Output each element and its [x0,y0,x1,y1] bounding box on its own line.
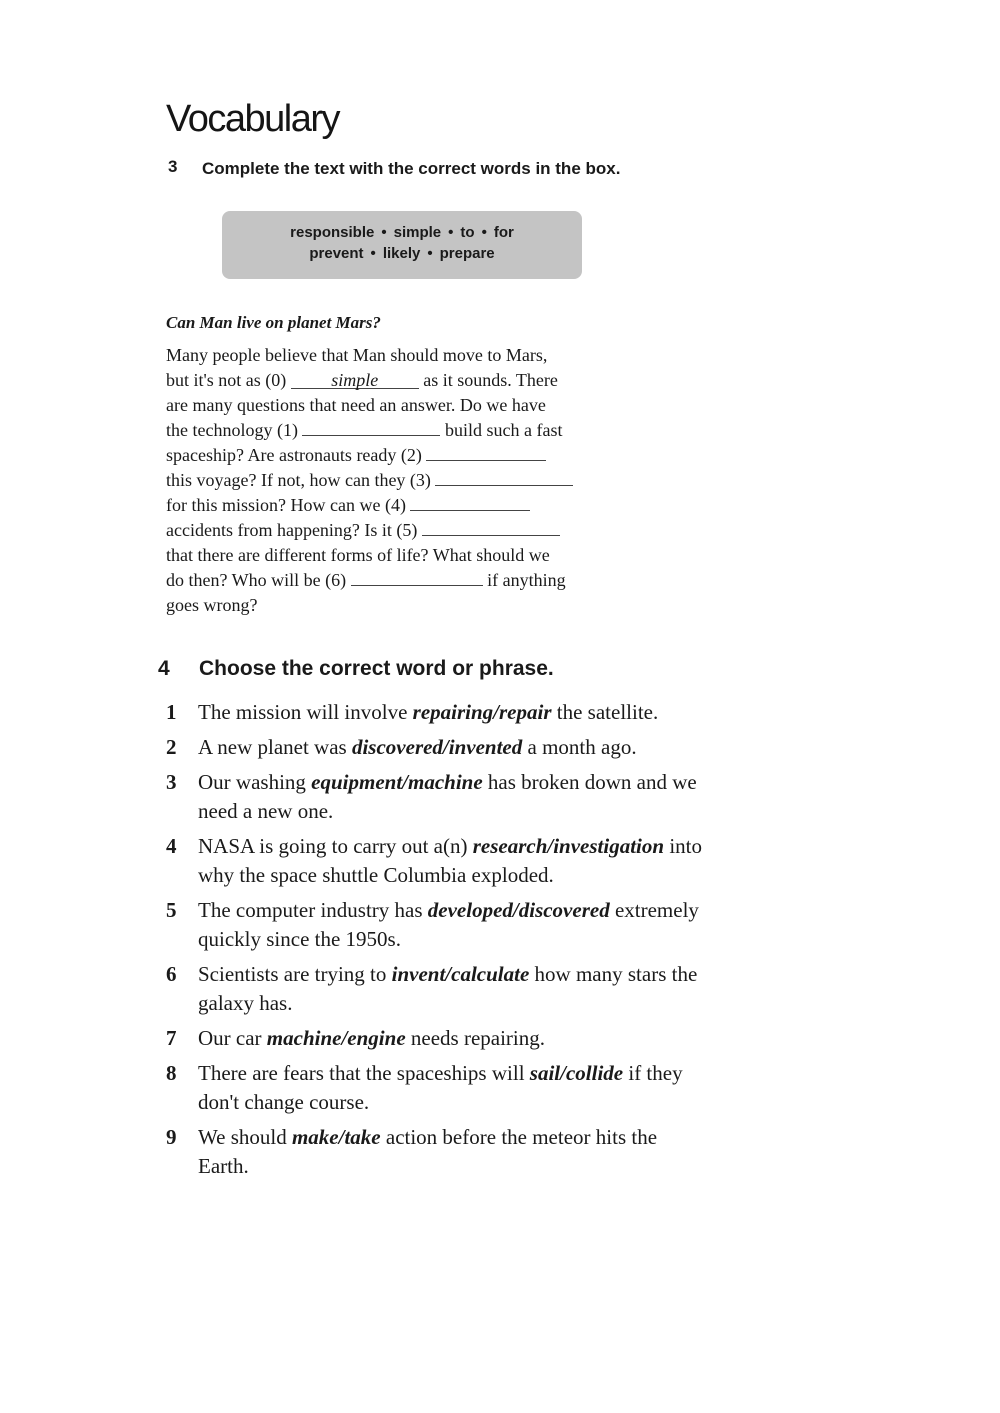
question-list [166,698,706,1187]
word-box-line-2 [222,243,582,264]
answer-options[interactable]: machine/engine [266,1026,406,1050]
word-prevent: prevent [309,245,364,262]
question-text-after: into why the space shuttle Columbia exploded. [198,834,702,887]
question-text-after: extremely quickly since the 1950s. [198,898,699,951]
question-item [166,768,706,826]
blank-3[interactable] [435,469,573,486]
question-number: 6 [166,962,177,986]
question-item [166,698,706,727]
blank-6[interactable] [351,569,483,586]
blank-2[interactable] [426,444,546,461]
question-number: 1 [166,700,177,724]
passage-line [166,443,573,468]
question-item [166,733,706,762]
answer-options[interactable]: invent/calculate [391,962,530,986]
question-text-after: needs repairing. [405,1026,546,1050]
exercise-4-number: 4 [158,657,170,680]
question-text-before: Our washing [198,770,312,794]
question-item [166,1024,706,1053]
question-number: 4 [166,834,177,858]
question-number: 5 [166,898,177,922]
passage-line [166,593,573,618]
answer-options[interactable]: research/investigation [472,834,665,858]
bullet-icon: • [370,245,376,262]
passage-line [166,418,573,443]
passage-line [166,393,573,418]
question-item [166,960,706,1018]
question-number: 8 [166,1061,177,1085]
question-item [166,896,706,954]
bullet-icon: • [427,245,433,262]
passage-text: for this mission? How can we (4) [166,495,411,515]
answer-options[interactable]: sail/collide [529,1061,624,1085]
question-number: 3 [166,770,177,794]
passage-text: build such a fast [440,420,563,440]
bullet-icon: • [448,224,454,241]
passage-line [166,343,573,368]
question-text-after: a month ago. [522,735,637,759]
answer-options[interactable]: developed/discovered [427,898,610,922]
question-text-before: Our car [198,1026,267,1050]
question-item [166,1059,706,1117]
word-box-line-1 [222,222,582,243]
passage-text: spaceship? Are astronauts ready (2) [166,445,427,465]
passage-line [166,493,573,518]
passage-text: that there are different forms of life? What should we [166,545,550,565]
word-prepare: prepare [439,245,495,262]
question-text-after: action before the meteor hits the Earth. [198,1125,658,1178]
passage-line [166,568,573,593]
word-to: to [460,224,475,241]
passage-line [166,543,573,568]
answer-options[interactable]: repairing/repair [412,700,552,724]
exercise-3-number: 3 [168,157,178,176]
passage-text: are many questions that need an answer. Do we have [166,395,546,415]
passage-text: this voyage? If not, how can they (3) [166,470,436,490]
passage-text: accidents from happening? Is it (5) [166,520,422,540]
question-text-after: has broken down and we need a new one. [198,770,697,823]
passage-line [166,518,573,543]
bullet-icon: • [481,224,487,241]
passage-text: if anything [482,570,566,590]
word-likely: likely [382,245,421,262]
passage-text: as it sounds. There [418,370,558,390]
word-simple: simple [393,224,442,241]
bullet-icon: • [381,224,387,241]
question-text-before: A new planet was [198,735,352,759]
passage [166,343,573,618]
passage-line [166,368,573,393]
question-text-after: the satellite. [551,700,659,724]
question-text-before: There are fears that the spaceships will [198,1061,530,1085]
question-text-before: NASA is going to carry out a(n) [198,834,473,858]
question-number: 9 [166,1125,177,1149]
word-responsible: responsible [290,224,375,241]
answer-options[interactable]: make/take [291,1125,381,1149]
passage-text: do then? Who will be (6) [166,570,351,590]
answer-options[interactable]: equipment/machine [311,770,483,794]
word-box [222,211,582,279]
question-text-before: The mission will involve [198,700,413,724]
passage-text: Many people believe that Man should move to Mars, [166,345,548,365]
blank-0: simple [291,372,419,389]
blank-5[interactable] [422,519,560,536]
passage-line [166,468,573,493]
question-text-before: We should [198,1125,292,1149]
exercise-3-instruction: Complete the text with the correct words in the box. [202,159,621,178]
question-number: 2 [166,735,177,759]
question-item [166,832,706,890]
passage-title: Can Man live on planet Mars? [166,313,381,332]
blank-4[interactable] [410,494,530,511]
question-text-before: Scientists are trying to [198,962,392,986]
exercise-4-instruction: Choose the correct word or phrase. [199,657,554,680]
passage-text: goes wrong? [166,595,258,615]
passage-text: the technology (1) [166,420,303,440]
answer-options[interactable]: discovered/invented [351,735,523,759]
word-for: for [493,224,514,241]
passage-text: but it's not as (0) [166,370,291,390]
question-text-after: if they don't change course. [198,1061,683,1114]
page-title: Vocabulary [166,98,340,140]
question-item [166,1123,706,1181]
blank-1[interactable] [302,419,440,436]
question-text-before: The computer industry has [198,898,428,922]
question-text-after: how many stars the galaxy has. [198,962,698,1015]
question-number: 7 [166,1026,177,1050]
